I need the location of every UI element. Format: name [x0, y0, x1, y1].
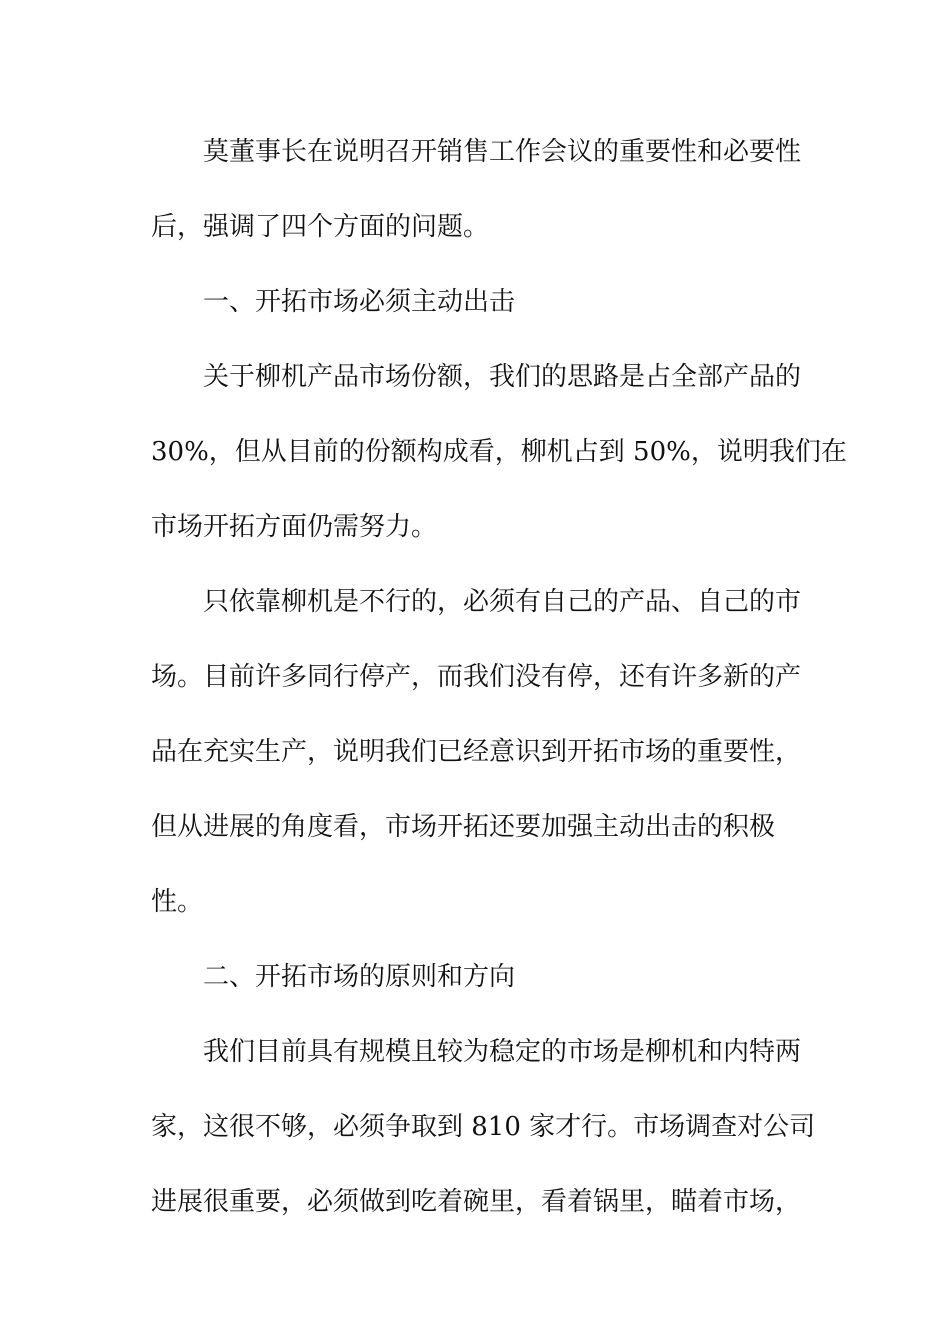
- para-3-line-3: 进展很重要，必须做到吃着碗里，看着锅里，瞄着市场，: [151, 1187, 802, 1217]
- para-1-line-3: 市场开拓方面仍需努力。: [151, 512, 438, 542]
- para-2-line-4: 但从进展的角度看，市场开拓还要加强主动出击的积极: [151, 812, 776, 842]
- para-2-line-2: 场。目前许多同行停产，而我们没有停，还有许多新的产: [151, 662, 802, 692]
- para-2-line-1: 只依靠柳机是不行的，必须有自己的产品、自己的市: [203, 587, 802, 617]
- para-2-line-3: 品在充实生产，说明我们已经意识到开拓市场的重要性，: [151, 737, 802, 767]
- para-3-line-2: 家，这很不够，必须争取到 810 家才行。市场调查对公司: [151, 1112, 816, 1142]
- para-3-line-1: 我们目前具有规模且较为稳定的市场是柳机和内特两: [203, 1037, 802, 1067]
- para-1-line-2: 30%，但从目前的份额构成看，柳机占到 50%，说明我们在: [151, 437, 847, 467]
- intro-line-2: 后，强调了四个方面的问题。: [151, 212, 490, 242]
- section-heading-1: 一、开拓市场必须主动出击: [203, 287, 516, 317]
- section-heading-2: 二、开拓市场的原则和方向: [203, 962, 516, 992]
- intro-line-1: 莫董事长在说明召开销售工作会议的重要性和必要性: [203, 137, 802, 167]
- para-2-line-5: 性。: [151, 887, 204, 917]
- para-1-line-1: 关于柳机产品市场份额，我们的思路是占全部产品的: [203, 362, 802, 392]
